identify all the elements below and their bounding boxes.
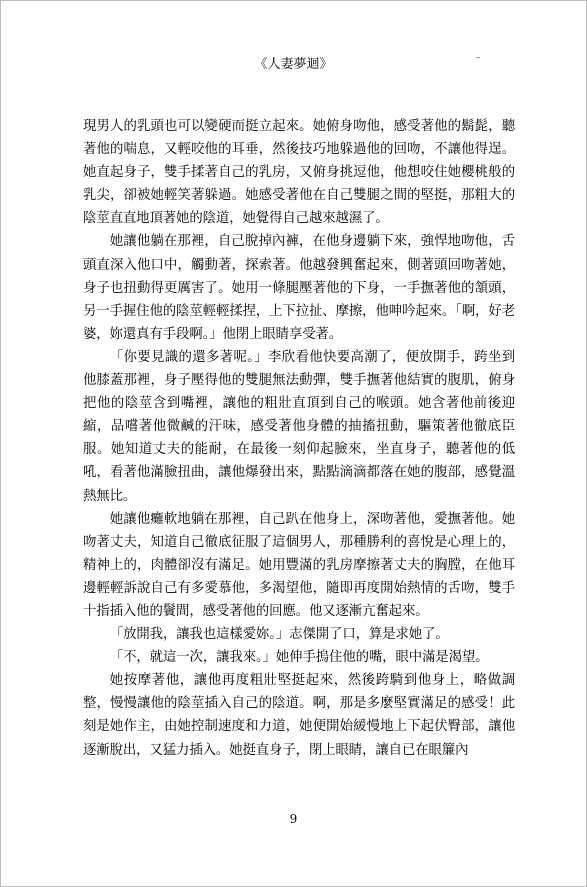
running-header: 《人妻夢迴》 <box>254 57 333 72</box>
body-text <box>83 115 515 762</box>
paragraph: 她讓他癱軟地躺在那裡，自己趴在他身上，深吻著他，愛撫著他。她吻著丈夫，知道自己徹底征服了這個男人，那種勝利的喜悅是心理上的，精神上的，肉體卻沒有滿足。她用豐滿的乳房摩擦著丈夫的胸膛，在他耳邊輕輕訴說自己有多愛慕他，多渴望他，隨即再度開始熱情的舌吻，雙手十指插入他的鬢間，感受著他的回應。他又逐漸亢奮起來。 <box>83 511 515 619</box>
paragraph: 她按摩著他，讓他再度粗壯堅挺起來，然後跨騎到他身上，略做調整，慢慢讓他的陰莖插入自己的陰道。啊，那是多麼堅實滿足的感受！此刻是她作主，由她控制速度和力道，她便開始緩慢地上下起伏臀部，讓他逐漸脫出，又猛力插入。她挺直身子，閉上眼睛，讓自已在眼簾內 <box>83 673 515 758</box>
page-number: 9 <box>289 812 298 826</box>
paragraph: 「放開我，讓我也這樣愛妳。」志傑開了口，算是求她了。 <box>109 627 449 643</box>
paragraph: 她讓他躺在那裡，自己脫掉內褲，在他身邊躺下來，強悍地吻他，舌頭直深入他口中，觸動著，探索著。他越發興奮起來，側著頭回吻著她，身子也扭動得更厲害了。她用一條腿壓著他的下身，一手撫著他的頷頭，另一手握住他的陰莖輕輕揉捏，上下拉扯、摩擦，他呻吟起來。「啊，好老婆，妳還真有手段啊。」他閉上眼睛享受著。 <box>83 234 515 342</box>
paragraph: 「不，就這一次，讓我來。」她伸手摀住他的嘴，眼中滿是渴望。 <box>109 650 489 666</box>
paragraph: 「你要見識的還多著呢。」李欣看他快要高潮了，便放開手，跨坐到他膝蓋那裡，身子壓得他的雙腿無法動彈，雙手撫著他結實的腹肌，俯身把他的陰莖含到嘴裡，讓他的粗壯直頂到自己的喉頭。她含著他前後迎縮，品嚐著他微鹹的汗味，感受著他身體的抽搐扭動，驅策著他徹底臣服。她知道丈夫的能耐，在最後一刻仰起臉來，坐直身子，聽著他的低吼，看著他滿臉扭曲，讓他爆發出來，點點滴滴都落在她的腹部，感覺溫熱無比。 <box>83 349 515 504</box>
paragraph: 現男人的乳頭也可以變硬而挺立起來。她俯身吻他，感受著他的鬍髭，聽著他的喘息，又輕咬他的耳垂，然後技巧地躲過他的回吻，不讓他得逞。她直起身子，雙手揉著自己的乳房，又俯身挑逗他，他想咬住她櫻桃般的乳尖，卻被她輕笑著躲過。她感受著他在自己雙腿之間的堅挺，那粗大的陰莖直直地頂著她的陰道，她覺得自己越來越濕了。 <box>83 119 515 227</box>
header-mark <box>476 57 480 58</box>
